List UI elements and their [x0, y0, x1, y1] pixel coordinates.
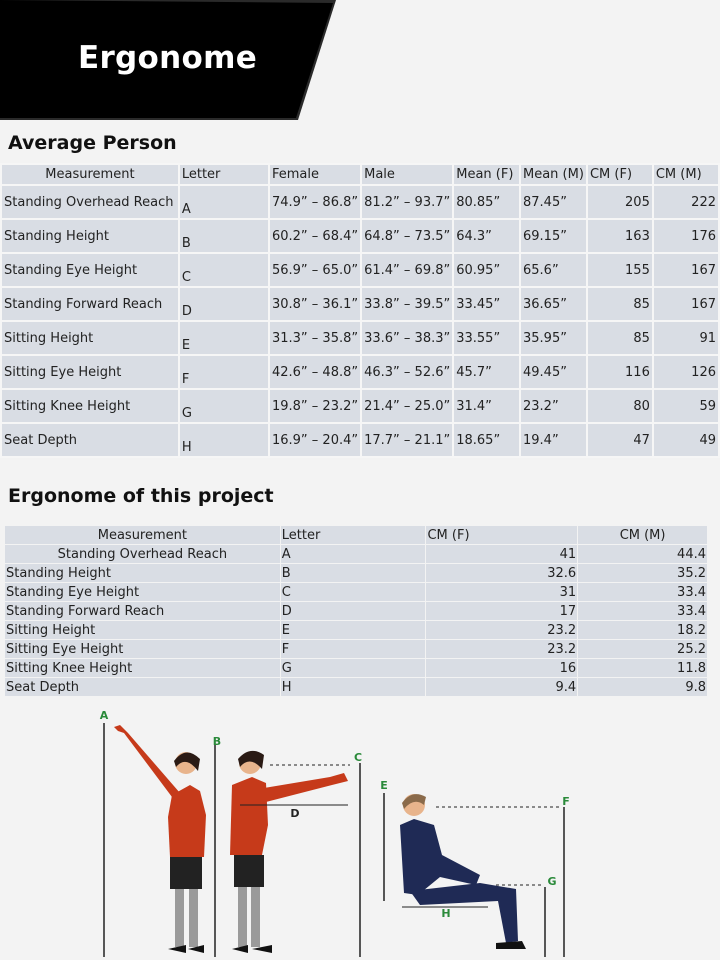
table-cell: 11.8	[578, 659, 708, 678]
table-cell: E	[179, 321, 269, 355]
table-cell: 23.2”	[520, 389, 587, 423]
table-cell: 23.2	[426, 640, 578, 659]
table-cell: 59	[653, 389, 719, 423]
table-cell: 85	[587, 321, 653, 355]
table-cell: 69.15”	[520, 219, 587, 253]
table-row	[5, 545, 708, 564]
table-cell: Standing Eye Height	[1, 253, 179, 287]
table-cell: B	[280, 564, 426, 583]
table-cell: Seat Depth	[1, 423, 179, 457]
table-cell: 64.8” – 73.5”	[361, 219, 453, 253]
column-header: Measurement	[5, 526, 281, 545]
table-cell: Sitting Eye Height	[1, 355, 179, 389]
figure-label: E	[380, 779, 388, 792]
table-row	[5, 564, 708, 583]
table-cell: Sitting Height	[1, 321, 179, 355]
table-cell: 91	[653, 321, 719, 355]
table-cell: 85	[587, 287, 653, 321]
column-header: Mean (M)	[520, 164, 587, 185]
table-cell: 46.3” – 52.6”	[361, 355, 453, 389]
table-cell: F	[179, 355, 269, 389]
table-row	[1, 423, 719, 457]
project-ergonome-table	[4, 525, 708, 697]
table-cell: 35.95”	[520, 321, 587, 355]
table-cell: 31	[426, 583, 578, 602]
table-cell: 60.95”	[453, 253, 520, 287]
table-cell: E	[280, 621, 426, 640]
table-cell: 19.4”	[520, 423, 587, 457]
table-cell: 9.4	[426, 678, 578, 697]
table-cell: 33.4	[578, 602, 708, 621]
table-cell: 60.2” – 68.4”	[269, 219, 361, 253]
table-cell: 18.65”	[453, 423, 520, 457]
table-row	[5, 678, 708, 697]
figure-label: H	[441, 907, 451, 920]
table-cell: 116	[587, 355, 653, 389]
column-header: Letter	[179, 164, 269, 185]
table-cell: 33.8” – 39.5”	[361, 287, 453, 321]
table-header-row	[5, 526, 708, 545]
column-header: Mean (F)	[453, 164, 520, 185]
table-cell: 32.6	[426, 564, 578, 583]
table-cell: 205	[587, 185, 653, 219]
table-row	[5, 659, 708, 678]
table-row	[1, 355, 719, 389]
table-row	[5, 640, 708, 659]
table-cell: Standing Eye Height	[5, 583, 281, 602]
table-header-row	[1, 164, 719, 185]
table-cell: 167	[653, 253, 719, 287]
table-cell: 45.7”	[453, 355, 520, 389]
table-cell: 16.9” – 20.4”	[269, 423, 361, 457]
table-cell: 49	[653, 423, 719, 457]
table-cell: 19.8” – 23.2”	[269, 389, 361, 423]
section-heading-average: Average Person	[8, 132, 177, 154]
table-cell: 44.4	[578, 545, 708, 564]
table-cell: 33.55”	[453, 321, 520, 355]
table-cell: 30.8” – 36.1”	[269, 287, 361, 321]
table-cell: 80	[587, 389, 653, 423]
title-banner	[0, 0, 336, 120]
table-cell: Standing Overhead Reach	[1, 185, 179, 219]
table-cell: 35.2	[578, 564, 708, 583]
column-header: Female	[269, 164, 361, 185]
column-header: CM (M)	[578, 526, 708, 545]
table-cell: 61.4” – 69.8”	[361, 253, 453, 287]
table-cell: 33.45”	[453, 287, 520, 321]
table-cell: 9.8	[578, 678, 708, 697]
average-person-table	[0, 163, 720, 458]
table-cell: B	[179, 219, 269, 253]
figure-label: C	[353, 751, 363, 764]
figure-label: A	[99, 709, 109, 722]
column-header: CM (M)	[653, 164, 719, 185]
figure-label: B	[212, 735, 222, 748]
column-header: CM (F)	[587, 164, 653, 185]
column-header: Letter	[280, 526, 426, 545]
table-row	[1, 185, 719, 219]
table-cell: 23.2	[426, 621, 578, 640]
section-heading-project: Ergonome of this project	[8, 485, 274, 507]
table-row	[5, 621, 708, 640]
table-cell: C	[280, 583, 426, 602]
table-cell: 65.6”	[520, 253, 587, 287]
table-cell: A	[179, 185, 269, 219]
table-cell: Standing Height	[5, 564, 281, 583]
table-cell: Standing Forward Reach	[5, 602, 281, 621]
table-cell: D	[179, 287, 269, 321]
table-cell: 16	[426, 659, 578, 678]
figure-label: D	[290, 807, 300, 820]
table-cell: 17.7” – 21.1”	[361, 423, 453, 457]
table-cell: 41	[426, 545, 578, 564]
table-cell: 155	[587, 253, 653, 287]
figure-seated	[384, 793, 564, 957]
page-title: Ergonome	[77, 40, 258, 76]
ergonomics-figure	[0, 705, 720, 960]
table-cell: 31.4”	[453, 389, 520, 423]
table-row	[1, 321, 719, 355]
table-cell: 80.85”	[453, 185, 520, 219]
table-row	[1, 219, 719, 253]
table-row	[1, 389, 719, 423]
table-cell: G	[280, 659, 426, 678]
table-cell: F	[280, 640, 426, 659]
table-cell: 81.2” – 93.7”	[361, 185, 453, 219]
table-cell: 74.9” – 86.8”	[269, 185, 361, 219]
table-cell: G	[179, 389, 269, 423]
figure-label: F	[562, 795, 570, 808]
table-cell: 33.6” – 38.3”	[361, 321, 453, 355]
figure-label: G	[547, 875, 557, 888]
table-cell: 49.45”	[520, 355, 587, 389]
table-cell: 87.45”	[520, 185, 587, 219]
table-cell: 222	[653, 185, 719, 219]
table-cell: 56.9” – 65.0”	[269, 253, 361, 287]
table-cell: 17	[426, 602, 578, 621]
table-cell: H	[280, 678, 426, 697]
table-cell: D	[280, 602, 426, 621]
table-cell: Sitting Knee Height	[1, 389, 179, 423]
column-header: Measurement	[1, 164, 179, 185]
table-cell: Standing Height	[1, 219, 179, 253]
table-cell: 64.3”	[453, 219, 520, 253]
figure-forward-reach	[215, 745, 363, 957]
table-cell: Sitting Eye Height	[5, 640, 281, 659]
table-cell: 47	[587, 423, 653, 457]
table-cell: 25.2	[578, 640, 708, 659]
table-cell: 126	[653, 355, 719, 389]
table-cell: 42.6” – 48.8”	[269, 355, 361, 389]
table-row	[5, 583, 708, 602]
table-cell: 18.2	[578, 621, 708, 640]
table-cell: Sitting Knee Height	[5, 659, 281, 678]
table-row	[1, 287, 719, 321]
table-cell: C	[179, 253, 269, 287]
table-cell: 31.3” – 35.8”	[269, 321, 361, 355]
table-row	[5, 602, 708, 621]
table-cell: 167	[653, 287, 719, 321]
table-cell: Seat Depth	[5, 678, 281, 697]
table-cell: Sitting Height	[5, 621, 281, 640]
table-cell: Standing Forward Reach	[1, 287, 179, 321]
table-cell: 176	[653, 219, 719, 253]
figure-overhead-reach	[104, 723, 206, 957]
table-cell: H	[179, 423, 269, 457]
table-cell: 36.65”	[520, 287, 587, 321]
table-cell: Standing Overhead Reach	[5, 545, 281, 564]
table-cell: 21.4” – 25.0”	[361, 389, 453, 423]
table-cell: 163	[587, 219, 653, 253]
table-cell: A	[280, 545, 426, 564]
column-header: Male	[361, 164, 453, 185]
table-cell: 33.4	[578, 583, 708, 602]
table-row	[1, 253, 719, 287]
column-header: CM (F)	[426, 526, 578, 545]
